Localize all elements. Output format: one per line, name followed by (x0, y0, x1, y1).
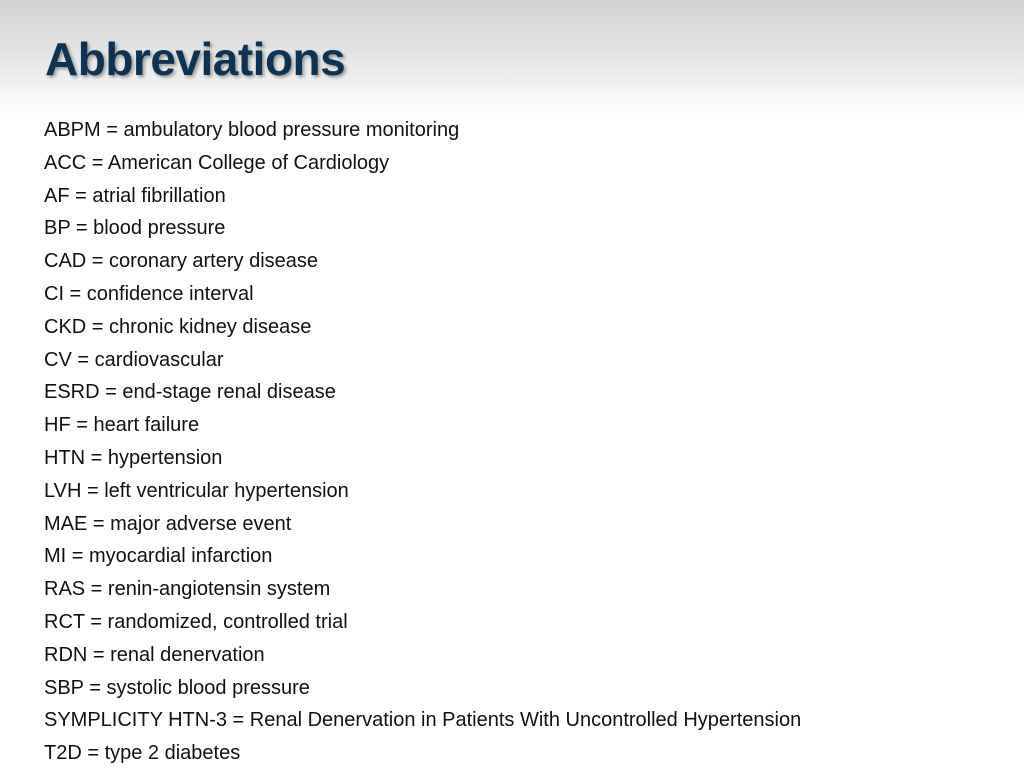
abbreviation-item: SYMPLICITY HTN-3 = Renal Denervation in Patients With Uncontrolled Hypertension (44, 709, 802, 732)
abbreviation-item: ACC = American College of Cardiology (44, 151, 390, 174)
abbreviation-item: CI = confidence interval (44, 282, 254, 305)
abbreviation-item: RDN = renal denervation (44, 643, 265, 666)
abbreviation-item: LVH = left ventricular hypertension (44, 479, 349, 502)
abbreviation-item: RCT = randomized, controlled trial (44, 610, 348, 633)
abbreviation-item: CV = cardiovascular (44, 348, 224, 371)
abbreviation-item: T2D = type 2 diabetes (44, 742, 241, 765)
abbreviation-item: HTN = hypertension (44, 446, 223, 469)
abbreviation-item: HF = heart failure (44, 414, 200, 437)
abbreviation-item: CAD = coronary artery disease (44, 250, 319, 273)
abbreviation-item: MI = myocardial infarction (44, 545, 273, 568)
abbreviation-item: MAE = major adverse event (44, 512, 292, 535)
abbreviation-item: RAS = renin-angiotensin system (44, 578, 331, 601)
abbreviation-item: BP = blood pressure (44, 217, 226, 240)
slide-title: Abbreviations (45, 33, 346, 85)
abbreviation-item: AF = atrial fibrillation (44, 184, 226, 207)
abbreviation-list (44, 114, 801, 768)
abbreviation-item: ABPM = ambulatory blood pressure monitoring (44, 119, 460, 141)
abbreviation-item: ESRD = end-stage renal disease (44, 381, 336, 404)
abbreviation-item: CKD = chronic kidney disease (44, 315, 312, 338)
abbreviation-item: SBP = systolic blood pressure (44, 676, 310, 699)
